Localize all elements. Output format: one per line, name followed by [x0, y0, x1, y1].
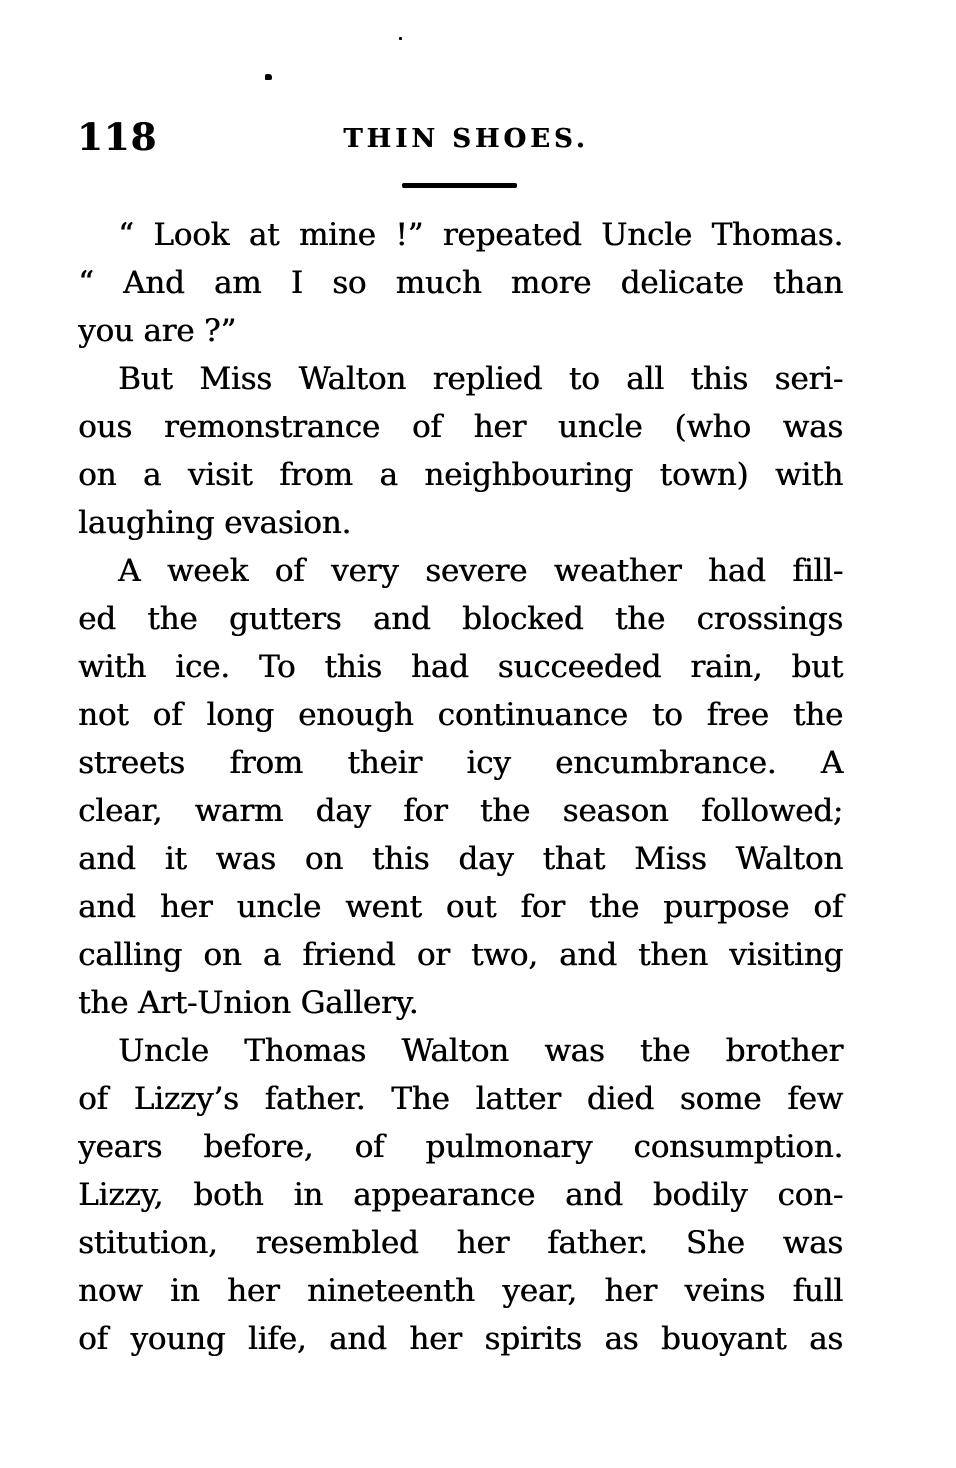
paragraph: [78, 547, 843, 1027]
text-line: with ice. To this had succeeded rain, but: [78, 649, 843, 685]
text-line: and it was on this day that Miss Walton: [78, 841, 843, 877]
text-line: and her uncle went out for the purpose of: [78, 889, 843, 925]
text-line: years before, of pulmonary consumption.: [78, 1129, 843, 1165]
text-line: the Art-Union Gallery.: [78, 985, 419, 1021]
text-line: A week of very severe weather had fill-: [118, 553, 843, 589]
text-line: ous remonstrance of her uncle (who was: [78, 409, 843, 445]
scan-speck: [399, 37, 402, 40]
text-line: But Miss Walton replied to all this seri-: [118, 361, 843, 397]
text-line: “ And am I so much more delicate than: [78, 265, 843, 301]
text-line: Lizzy, both in appearance and bodily con-: [78, 1177, 843, 1213]
scan-speck: [265, 74, 272, 80]
page-number: 118: [77, 115, 158, 159]
text-line: not of long enough continuance to free the: [78, 697, 843, 733]
text-line: ed the gutters and blocked the crossings: [78, 601, 843, 637]
text-line: laughing evasion.: [78, 505, 351, 541]
paragraph: [78, 211, 843, 355]
text-line: calling on a friend or two, and then visiting: [78, 937, 843, 973]
text-line: stitution, resembled her father. She was: [78, 1225, 843, 1261]
text-line: “ Look at mine !” repeated Uncle Thomas.: [118, 217, 843, 253]
page-body: [78, 211, 843, 1363]
text-line: of young life, and her spirits as buoyant as: [78, 1321, 843, 1357]
header-rule: [402, 183, 517, 188]
text-line: on a visit from a neighbouring town) with: [78, 457, 843, 493]
text-line: streets from their icy encumbrance. A: [78, 745, 843, 781]
text-line: now in her nineteenth year, her veins full: [78, 1273, 843, 1309]
text-line: clear, warm day for the season followed;: [78, 793, 843, 829]
running-header: THIN SHOES.: [343, 124, 589, 154]
paragraph: [78, 355, 843, 547]
text-line: you are ?”: [78, 313, 236, 349]
paragraph: [78, 1027, 843, 1363]
text-line: Uncle Thomas Walton was the brother: [118, 1033, 843, 1069]
text-line: of Lizzy’s father. The latter died some few: [78, 1081, 843, 1117]
